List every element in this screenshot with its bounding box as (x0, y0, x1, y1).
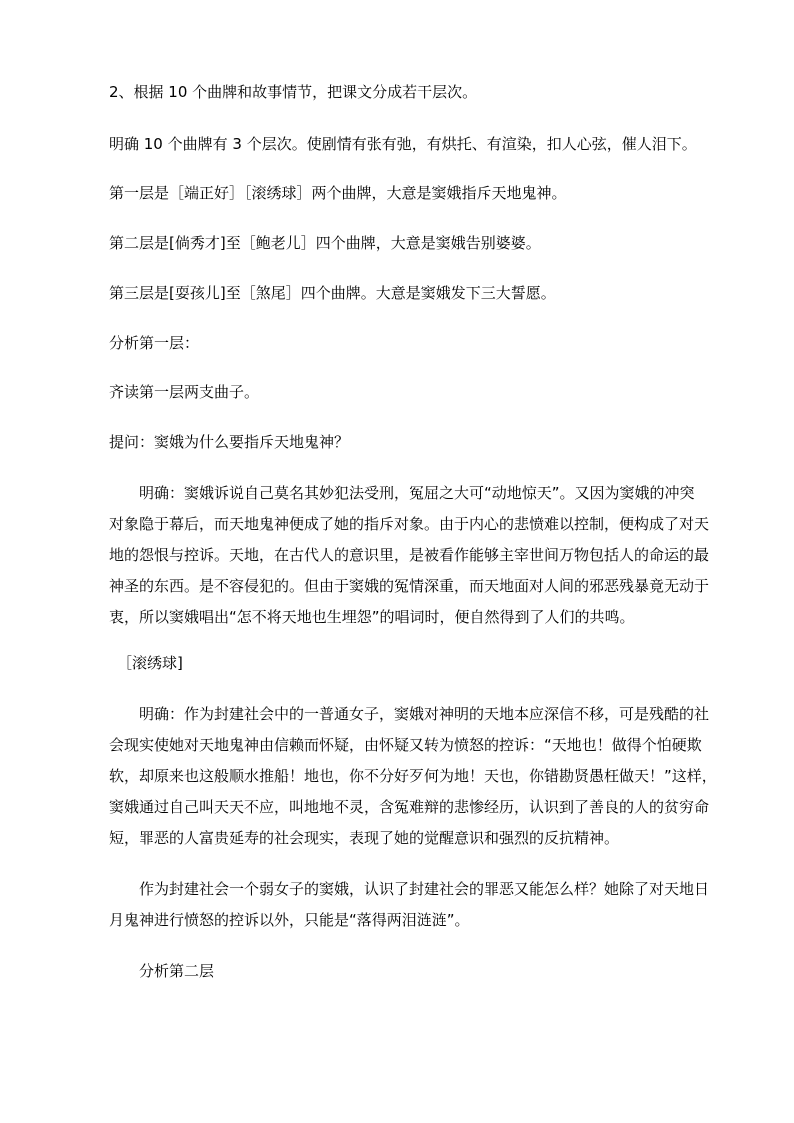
analysis-second-heading: 分析第二层 (139, 962, 215, 980)
answer-paragraph-1 (109, 478, 710, 633)
layer-one: 第一层是［端正好］［滚绣球］两个曲牌，大意是窦娥指斥天地鬼神。 (109, 184, 567, 202)
section-heading-gunxiuqiu: ［滚绣球] (117, 654, 183, 672)
paragraph-line: 月鬼神进行愤怒的控诉以外，只能是“落得两泪涟涟”。 (109, 911, 470, 929)
analysis-first-heading: 分析第一层： (109, 334, 200, 352)
paragraph-line: 明确：窦娥诉说自己莫名其妙犯法受刑，冤屈之大可“动地惊天”。又因为窦娥的冲突 (139, 484, 695, 502)
paragraph-line: 衷，所以窦娥唱出“怎不将天地也生埋怨”的唱词时，便自然得到了人们的共鸣。 (109, 608, 635, 626)
answer-layers: 明确 10 个曲牌有 3 个层次。使剧情有张有弛，有烘托、有渲染，扣人心弦，催人泪下。 (109, 135, 697, 153)
read-instruction: 齐读第一层两支曲子。 (109, 383, 260, 401)
paragraph-line: 软，却原来也这般顺水推船！地也，你不分好歹何为地！天也，你错勘贤愚枉做天！”这样， (109, 767, 717, 785)
question-2: 2、根据 10 个曲牌和故事情节，把课文分成若干层次。 (109, 83, 478, 101)
paragraph-line: 短，罪恶的人富贵延寿的社会现实，表现了她的觉醒意识和强烈的反抗精神。 (109, 829, 620, 847)
answer-paragraph-2 (109, 699, 717, 854)
paragraph-line: 神圣的东西。是不容侵犯的。但由于窦娥的冤情深重，而天地面对人间的邪恶残暴竟无动于 (109, 577, 710, 595)
layer-three: 第三层是[耍孩儿]至［煞尾］四个曲牌。大意是窦娥发下三大誓愿。 (109, 284, 556, 302)
answer-paragraph-3 (109, 874, 710, 936)
layer-two: 第二层是[倘秀才]至［鲍老儿］四个曲牌，大意是窦娥告别婆婆。 (109, 234, 541, 252)
paragraph-line: 作为封建社会一个弱女子的窦娥，认识了封建社会的罪恶又能怎么样？她除了对天地日 (139, 880, 710, 898)
paragraph-line: 对象隐于幕后，而天地鬼神便成了她的指斥对象。由于内心的悲愤难以控制，便构成了对天 (109, 515, 710, 533)
paragraph-line: 地的怨恨与控诉。天地，在古代人的意识里，是被看作能够主宰世间万物包括人的命运的最 (109, 546, 710, 564)
paragraph-line: 会现实使她对天地鬼神由信赖而怀疑，由怀疑又转为愤怒的控诉：“天地也！做得个怕硬欺 (109, 736, 702, 754)
paragraph-line: 明确：作为封建社会中的一普通女子，窦娥对神明的天地本应深信不移，可是残酷的社 (139, 705, 710, 723)
question-prompt: 提问：窦娥为什么要指斥天地鬼神？ (109, 433, 350, 451)
paragraph-line: 窦娥通过自己叫天天不应，叫地地不灵，含冤难辩的悲惨经历，认识到了善良的人的贫穷命 (109, 798, 710, 816)
